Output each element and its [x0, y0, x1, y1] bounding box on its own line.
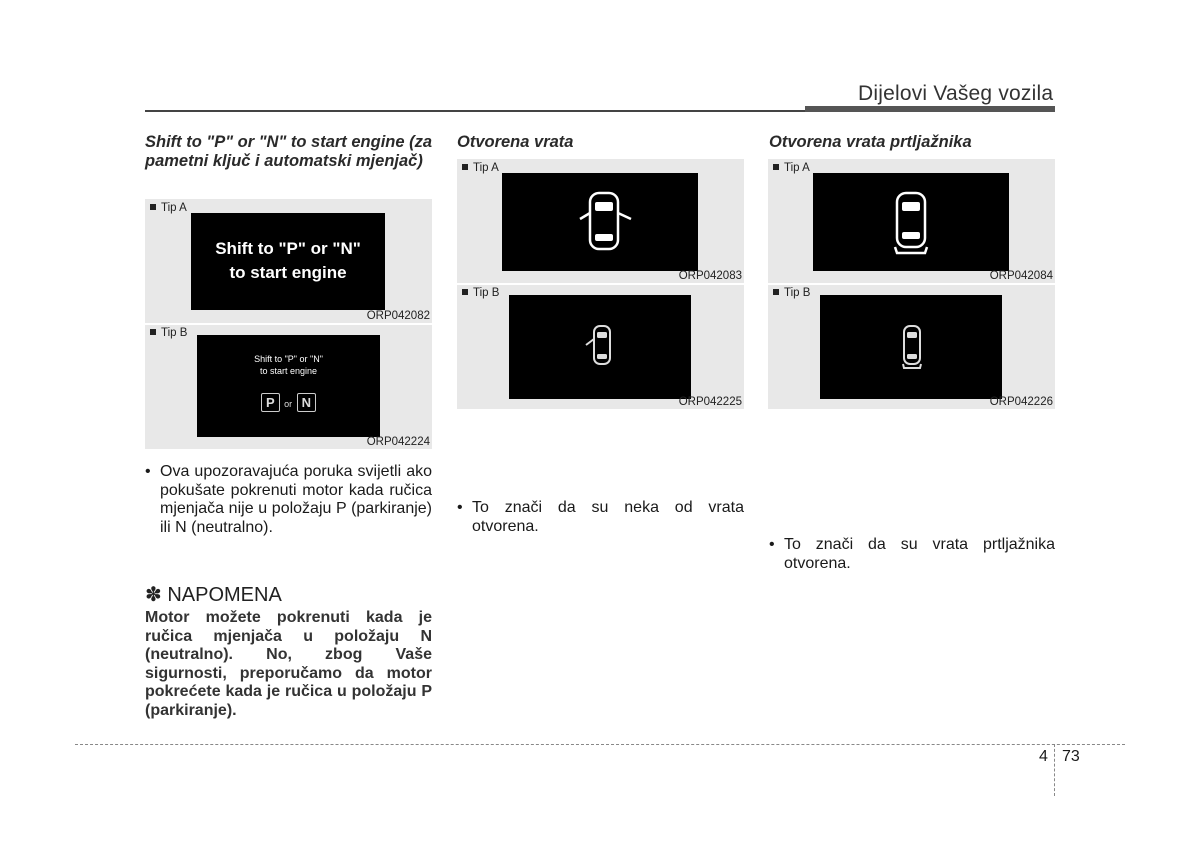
col1-tip-b-line2: to start engine: [259, 366, 318, 376]
col3-tip-b-code: ORP042226: [989, 396, 1053, 408]
header-rule: [145, 110, 805, 112]
chapter-number: 4: [1039, 748, 1048, 765]
col2-tip-a-code: ORP042083: [678, 270, 742, 282]
col1-tip-b-line1: Shift to "P" or "N": [254, 354, 323, 364]
col3-tip-b-label: Tip B: [773, 287, 810, 299]
car-trunk-open-icon: [900, 323, 924, 371]
figure-divider: [768, 283, 1055, 285]
col2-tip-a-screen: [502, 173, 698, 271]
figure-divider: [145, 323, 432, 325]
note-heading: [145, 582, 282, 607]
col1-tip-b-label: Tip B: [150, 327, 187, 339]
bullet: •: [145, 463, 151, 480]
col2-bullet-text: • To znači da su neka od vrata otvorena.: [457, 499, 744, 535]
note-icon: ✽: [145, 584, 162, 606]
figure-divider: [457, 283, 744, 285]
bullet: •: [457, 499, 463, 516]
col3-tip-a-label: Tip A: [773, 162, 810, 174]
col1-tip-a-label: Tip A: [150, 202, 187, 214]
note-title: NAPOMENA: [167, 584, 282, 606]
col3-tip-b-screen: [820, 295, 1002, 399]
header-rule-bold: [805, 106, 1055, 112]
bullet: •: [769, 536, 775, 553]
car-door-open-icon: [583, 323, 617, 369]
col2-tip-b-label: Tip B: [462, 287, 499, 299]
page-number: 73: [1062, 748, 1080, 765]
footer-rule: [75, 744, 1125, 745]
footer-separator: [1054, 744, 1055, 796]
note-text: Motor možete pokrenuti kada je ručica mjenjača u položaju N (neutralno). No, zbog Vaše sigurnosti, preporučamo da motor pokrećete kada je ručica u položaju P (parkiranje).: [145, 609, 432, 719]
section-title: Dijelovi Vašeg vozila: [858, 82, 1054, 105]
col1-tip-b-code: ORP042224: [366, 436, 430, 448]
col1-tip-a-screen: [191, 213, 385, 310]
col2-heading: Otvorena vrata: [457, 133, 574, 151]
car-door-open-icon: [578, 189, 634, 255]
col1-tip-a-code: ORP042082: [366, 310, 430, 322]
col3-tip-a-screen: [813, 173, 1009, 271]
col1-figure: [145, 199, 432, 449]
col1-tip-b-screen: [197, 335, 380, 437]
col3-tip-a-code: ORP042084: [989, 270, 1053, 282]
col3-heading: Otvorena vrata prtljažnika: [769, 133, 972, 151]
col2-tip-b-screen: [509, 295, 691, 399]
col2-figure: [457, 159, 744, 409]
col2-tip-a-label: Tip A: [462, 162, 499, 174]
col3-bullet-text: • To znači da su vrata prtljažnika otvorena.: [769, 536, 1055, 572]
gear-n-icon: N: [297, 393, 316, 412]
col1-heading: Shift to "P" or "N" to start engine (za pametni ključ i automatski mjenjač): [145, 133, 433, 170]
gear-p-icon: P: [261, 393, 280, 412]
car-trunk-open-icon: [889, 189, 933, 257]
col1-tip-a-line1: Shift to "P" or "N": [215, 239, 361, 258]
col2-tip-b-code: ORP042225: [678, 396, 742, 408]
col1-tip-a-line2: to start engine: [229, 263, 347, 282]
col1-bullet-text: • Ova upozoravajuća poruka svijetli ako pokušate pokrenuti motor kada ručica mjenjača nije u položaju P (parkiranje) ili N (neutralno).: [145, 463, 432, 536]
gear-or-text: or: [284, 399, 293, 409]
col3-figure: [768, 159, 1055, 409]
